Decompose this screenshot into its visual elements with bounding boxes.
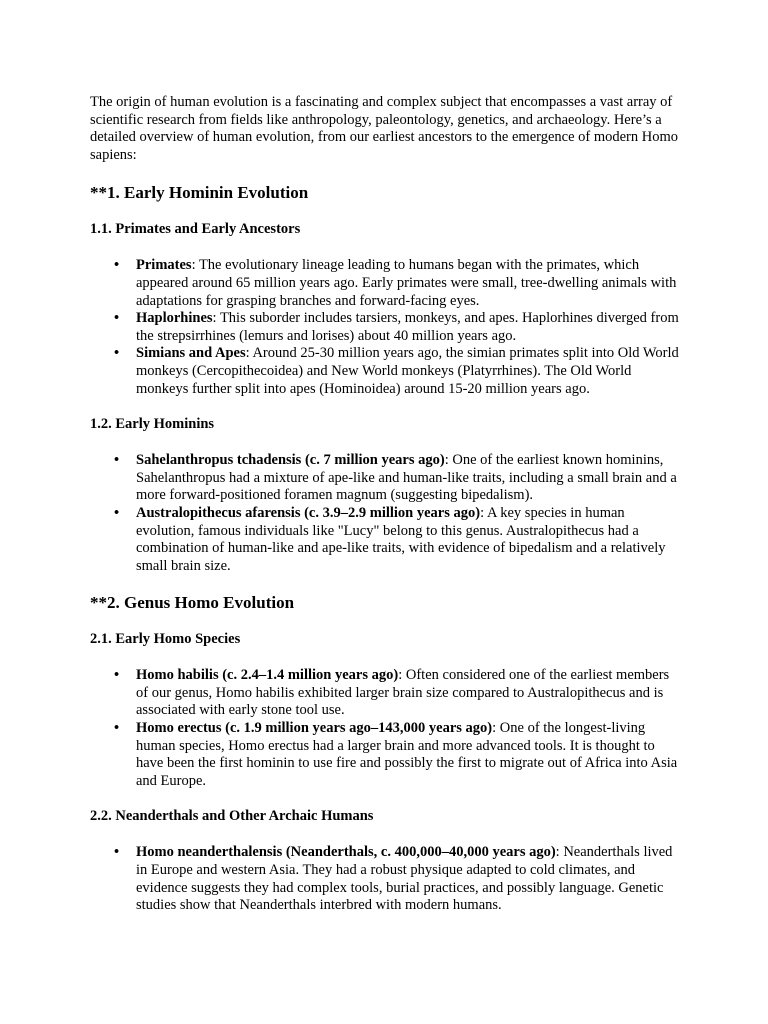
- item-term: Homo erectus (c. 1.9 million years ago–143,000 years ago): [136, 720, 493, 737]
- item-text: : Neanderthals lived in Europe and western Asia. They had a robust physique adapted to cold climates, and evidence suggests they had complex tools, burial practices, and possibly language. Genetic studies show that Neanderthals interbred with modern humans.: [136, 844, 673, 914]
- item-term: Haplorhines: [136, 310, 213, 327]
- bullet-marker: •: [114, 844, 120, 861]
- list-item: [114, 257, 680, 310]
- list-item: [114, 310, 680, 345]
- bullet-marker: •: [114, 667, 120, 684]
- list-item: [114, 345, 680, 398]
- list-item: [114, 720, 680, 790]
- item-text: : Around 25-30 million years ago, the simian primates split into Old World monkeys (Cercopithecoidea) and New World monkeys (Platyrrhines). The Old World monkeys further split into apes (Hominoidea) around 15-20 million years ago.: [136, 345, 679, 397]
- item-text: : This suborder includes tarsiers, monkeys, and apes. Haplorhines diverged from the strepsirrhines (lemurs and lorises) about 40 million years ago.: [136, 310, 679, 344]
- bullet-marker: •: [114, 720, 120, 737]
- item-term: Simians and Apes: [136, 345, 246, 362]
- section-heading: **2. Genus Homo Evolution: [90, 593, 295, 613]
- bullet-marker: •: [114, 310, 120, 327]
- item-term: Sahelanthropus tchadensis (c. 7 million years ago): [136, 452, 445, 469]
- subsection-heading: 1.2. Early Hominins: [90, 416, 215, 433]
- item-term: Primates: [136, 257, 192, 274]
- item-term: Australopithecus afarensis (c. 3.9–2.9 million years ago): [136, 504, 481, 521]
- item-text: : A key species in human evolution, famous individuals like "Lucy" belong to this genus. Australopithecus had a combination of human-like and ape-like traits, with evidence of bipedalism and a relatively small brain size.: [136, 504, 666, 574]
- bullet-marker: •: [114, 345, 120, 362]
- list-item: [114, 452, 680, 505]
- item-term: Homo neanderthalensis (Neanderthals, c. 400,000–40,000 years ago): [136, 844, 556, 861]
- bullet-list: [90, 257, 680, 398]
- bullet-list: [90, 844, 680, 914]
- intro-paragraph: The origin of human evolution is a fascinating and complex subject that encompasses a vast array of scientific research from fields like anthropology, paleontology, genetics, and archaeology. Here’s a detailed overview of human evolution, from our earliest ancestors to the emergence of modern Homo sapiens:: [90, 94, 679, 163]
- subsection-heading: 2.2. Neanderthals and Other Archaic Humans: [90, 808, 374, 825]
- subsection-heading: 2.1. Early Homo Species: [90, 631, 241, 648]
- list-item: [114, 844, 680, 914]
- subsection-heading: 1.1. Primates and Early Ancestors: [90, 221, 301, 238]
- document-body: [90, 94, 680, 915]
- item-text: : Often considered one of the earliest members of our genus, Homo habilis exhibited larger brain size compared to Australopithecus and is associated with early stone tool use.: [136, 667, 670, 719]
- bullet-marker: •: [114, 504, 120, 521]
- item-text: : One of the longest-living human species, Homo erectus had a larger brain and more advanced tools. It is thought to have been the first hominin to use fire and possibly the first to migrate out of Africa into Asia and Europe.: [136, 720, 678, 789]
- bullet-list: [90, 452, 680, 575]
- bullet-marker: •: [114, 257, 120, 274]
- list-item: [114, 504, 680, 575]
- item-text: : The evolutionary lineage leading to humans began with the primates, which appeared around 65 million years ago. Early primates were small, tree-dwelling animals with adaptations for grasping branches and forward-facing eyes.: [136, 257, 677, 309]
- item-text: : One of the earliest known hominins, Sahelanthropus had a mixture of ape-like and human-like traits, including a small brain and a more forward-positioned foramen magnum (suggesting bipedalism).: [136, 452, 677, 504]
- bullet-list: [90, 667, 680, 790]
- section-heading: **1. Early Hominin Evolution: [90, 183, 309, 203]
- item-term: Homo habilis (c. 2.4–1.4 million years ago): [136, 667, 399, 684]
- list-item: [114, 667, 680, 720]
- bullet-marker: •: [114, 452, 120, 469]
